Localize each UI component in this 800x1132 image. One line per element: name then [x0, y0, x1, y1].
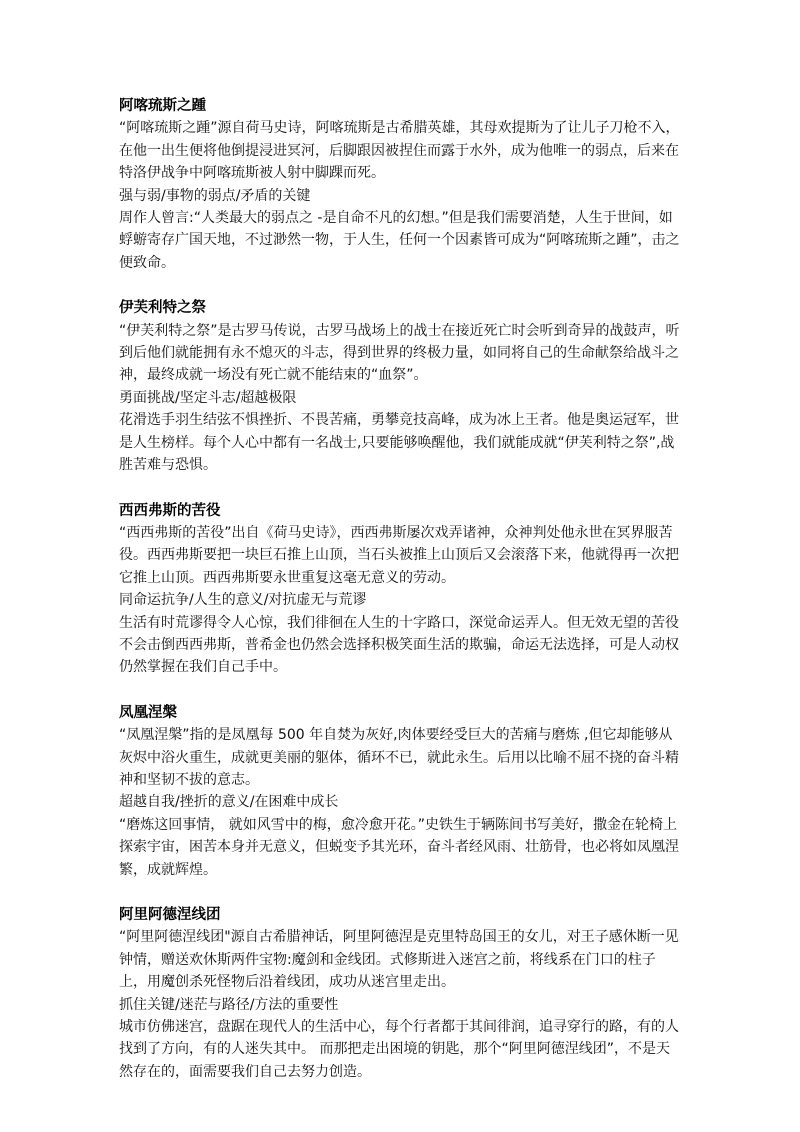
story-paragraph: “阿喀琉斯之踵”源自荷马史诗，阿喀琉斯是古希腊英雄，其母欢提斯为了让儿子刀枪不入，在他一出生便将他倒提浸进冥河，后脚跟因被捏住而露于水外，成为他唯一的弱点，后来在特洛伊战争中阿喀琉斯被人射中脚踝而死。 [119, 120, 680, 182]
theme-tags: 超越自我/挫折的意义/在困难中成长 [119, 794, 339, 811]
story-paragraph: “伊芙利特之祭”是古罗马传说，古罗马战场上的战士在接近死亡时会听到奇异的战鼓声，听到后他们就能拥有永不熄灭的斗志，得到世界的终极力量，如同将自己的生命献祭给战斗之神，最终成就一场没有死亡就不能结束的“血祭”。 [119, 322, 680, 384]
application-paragraph: 城市仿佛迷宫，盘踞在现代人的生活中心，每个行者都于其间徘润，追寻穿行的路，有的人找到了方向，有的人迷失其中。 而那把走出困境的钥匙，那个“阿里阿德涅线团”，不是天然存在的，面需要我们自己去努力创造。 [119, 1019, 679, 1080]
story-paragraph: “凤凰涅槃”指的是凤凰每 500 年自焚为灰好,肉体要经受巨大的苦痛与磨炼 ,但它却能够从灰烬中浴火重生，成就更美丽的躯体，循环不已，就此永生。后用以比喻不屈不挠的奋斗精神和坚韧不拔的意志。 [119, 727, 679, 788]
theme-tags: 强与弱/事物的弱点/矛盾的关键 [119, 187, 311, 204]
section-sisyphus-labor [119, 500, 681, 679]
theme-tags: 勇面挑战/坚定斗志/超越极限 [119, 389, 297, 406]
application-paragraph: 花滑选手羽生结弦不惧挫折、不畏苦痛，勇攀竞技高峰，成为冰上王者。他是奥运冠军，世是人生榜样。每个人心中都有一名战士,只要能够唤醒他，我们就能成就“伊芙利特之祭”,战胜苦难与恐惧。 [119, 412, 679, 474]
section-title: 阿里阿德涅线团 [119, 907, 221, 923]
section-ifrit-sacrifice [119, 297, 681, 476]
application-paragraph: “磨炼这回事情， 就如风雪中的梅，愈冷愈开花。”史铁生于辆陈间书写美好，撒金在轮椅上探索宇宙，困苦本身并无意义，但蜕变予其光环，奋斗者经风雨、壮筋骨，也必将如凤凰涅繁，成就辉煌。 [119, 816, 679, 878]
theme-tags: 同命运抗争/人生的意义/对抗虚无与荒谬 [119, 592, 367, 609]
section-ariadne-thread [119, 904, 681, 1083]
application-paragraph: 周作人曾言:“人类最大的弱点之 -是自命不凡的幻想。”但是我们需要消楚，人生于世间，如蜉蝣寄存广国天地，不过渺然一物，于人生，任何一个因素皆可成为“阿喀琉斯之踵”，击之便致命。 [119, 210, 680, 271]
application-paragraph: 生活有时荒谬得令人心惊，我们徘徊在人生的十字路口，深觉命运弄人。但无效无望的苦役不会击倒西西弗斯，普希金也仍然会选择积极笑面生活的欺骗，命运无法选择，可是人动权仍然掌握在我们自己手中。 [119, 614, 679, 676]
document-page [119, 95, 681, 1106]
section-achilles-heel [119, 95, 681, 274]
theme-tags: 抓住关键/迷茫与路径/方法的重要性 [119, 996, 339, 1013]
section-title: 西西弗斯的苦役 [119, 502, 221, 519]
section-title: 阿喀琉斯之踵 [119, 98, 206, 114]
section-phoenix-nirvana [119, 702, 681, 881]
section-title: 伊芙利特之祭 [119, 300, 206, 317]
story-paragraph: “阿里阿德涅线团"源自古希腊神话，阿里阿德涅是克里特岛国王的女儿，对王子感休断一见钟情，赠送欢休斯两件宝物:魔剑和金线团。式修斯进入迷宫之前，将线系在门口的柱子上，用魔创杀死怪物后沿着线团，成功从迷宫里走出。 [119, 929, 679, 991]
story-paragraph: “西西弗斯的苦役”出自《荷马史诗》，西西弗斯屡次戏弄诸神，众神判处他永世在冥界服苦役。西西弗斯要把一块巨石推上山顶，当石头被推上山顶后又会滚落下来，他就得再一次把它推上山顶。西西弗斯要永世重复这毫无意义的劳动。 [119, 524, 679, 586]
section-title: 凤凰涅槃 [119, 704, 177, 721]
